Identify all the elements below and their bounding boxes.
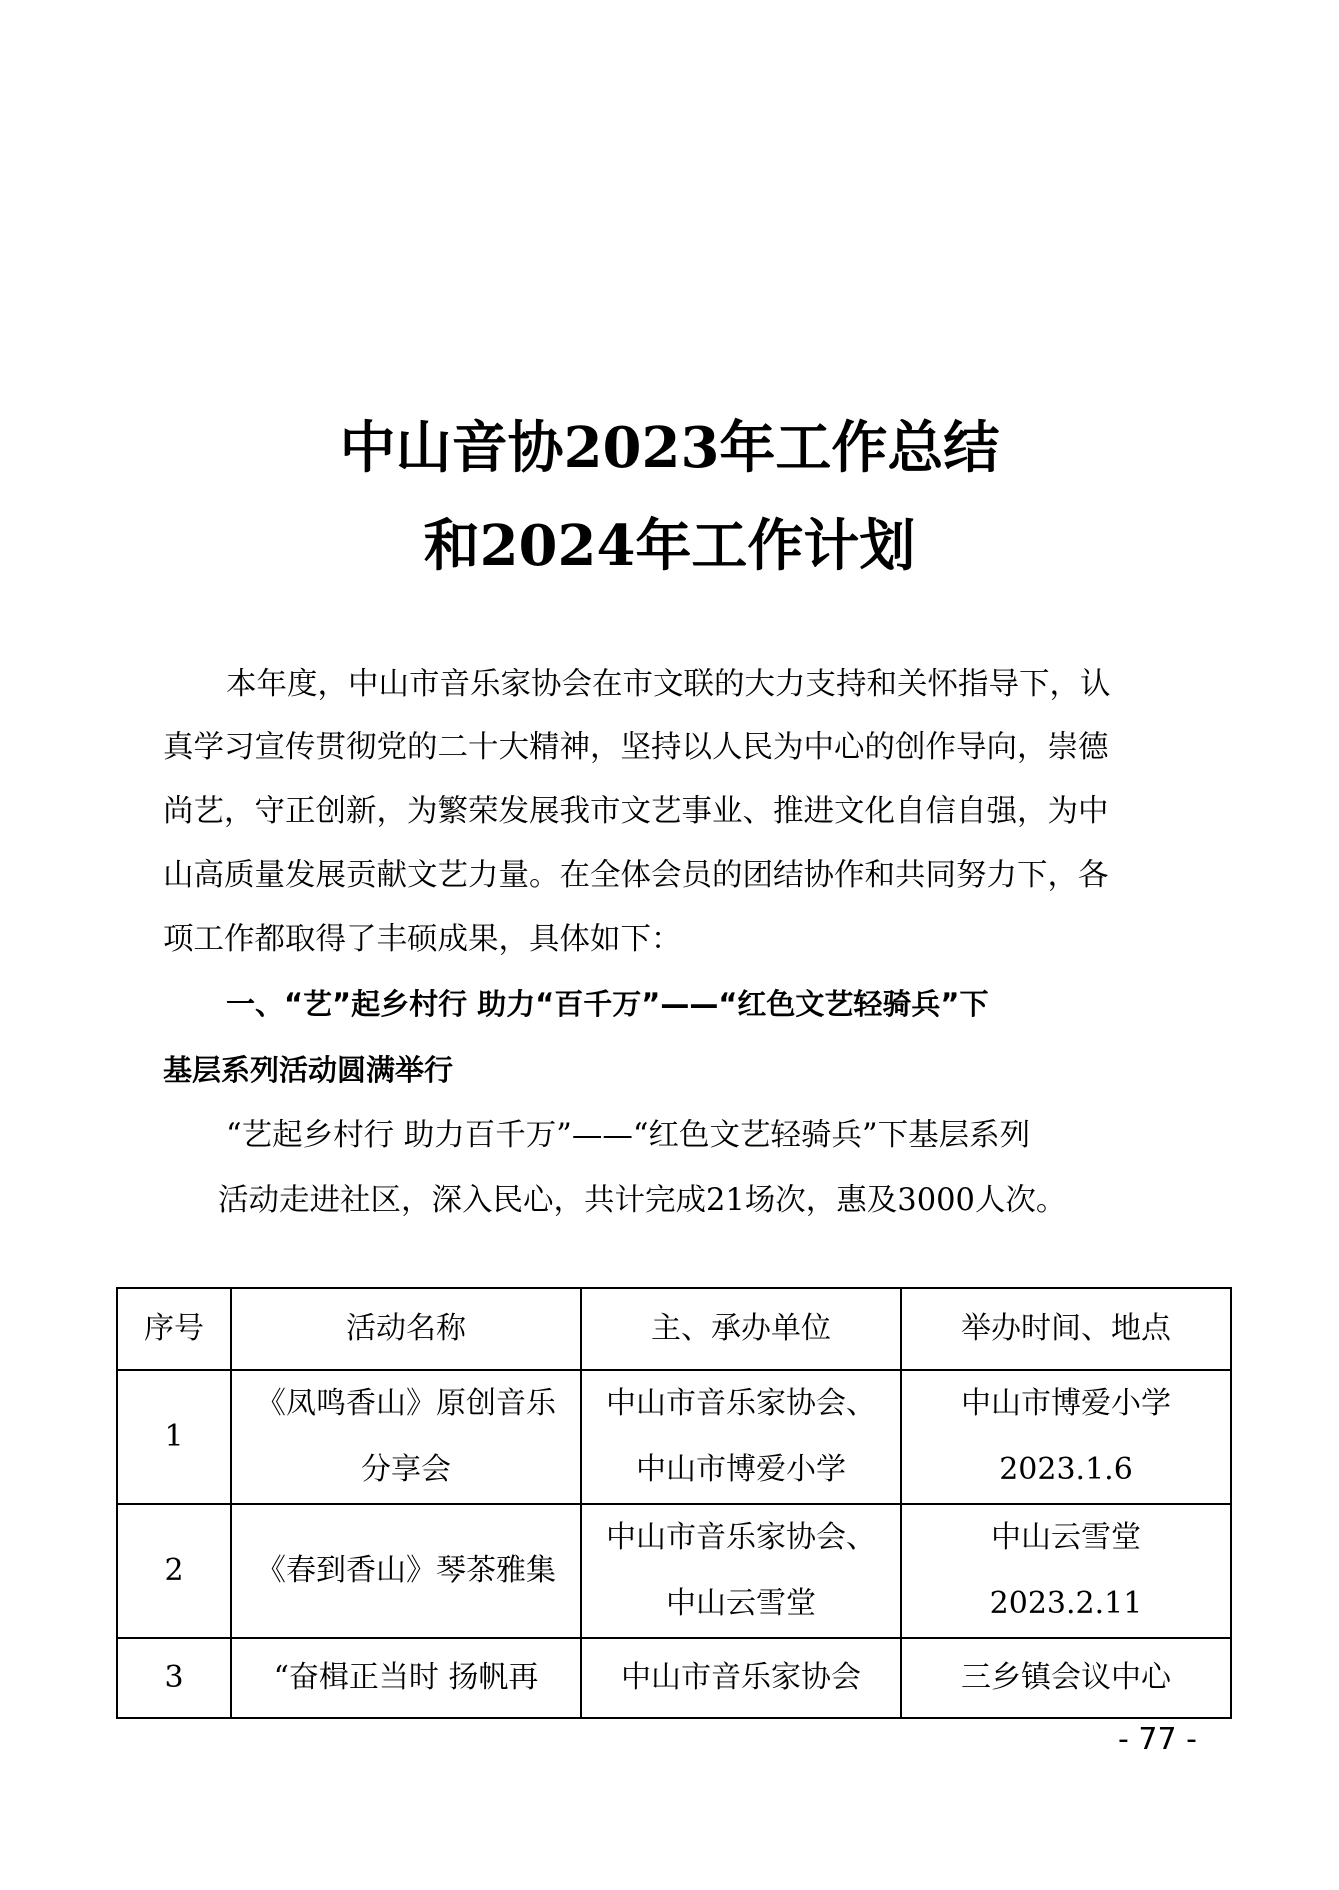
intro-line-4: 山高质量发展贡献文艺力量。在全体会员的团结协作和共同努力下，各 [163, 858, 1109, 893]
section-1-body-line-1: “艺起乡村行 助力百千万”——“红色文艺轻骑兵”下基层系列 [226, 1118, 1031, 1153]
section-1-body-line-2: 活动走进社区，深入民心，共计完成21场次，惠及3000人次。 [218, 1183, 1067, 1218]
table-header-row [117, 1288, 1231, 1370]
table-row [117, 1504, 1231, 1638]
section-1-heading-line-2: 基层系列活动圆满举行 [163, 1053, 454, 1087]
document-title-line-1: 中山音协2023年工作总结 [339, 415, 1000, 481]
cell-line: 中山市音乐家协会、 [606, 1386, 876, 1421]
cell-line: 中山市音乐家协会、 [606, 1520, 876, 1555]
cell-line: 2023.2.11 [989, 1586, 1143, 1621]
section-1-heading-line-1: 一、“艺”起乡村行 助力“百千万”——“红色文艺轻骑兵”下 [226, 987, 989, 1021]
cell-line: 《凤鸣香山》原创音乐 [256, 1386, 556, 1421]
cell-serial-number: 3 [117, 1638, 231, 1718]
intro-line-2: 真学习宣传贯彻党的二十大精神，坚持以人民为中心的创作导向，崇德 [163, 730, 1109, 765]
header-time-place: 举办时间、地点 [901, 1288, 1231, 1370]
header-organizer: 主、承办单位 [581, 1288, 901, 1370]
document-title-line-2: 和2024年工作计划 [423, 513, 916, 579]
cell-line: 中山市音乐家协会 [621, 1660, 861, 1695]
cell-organizer [581, 1370, 901, 1504]
cell-line: 《春到香山》琴茶雅集 [256, 1553, 556, 1588]
header-serial-number: 序号 [117, 1288, 231, 1370]
cell-activity-name [231, 1504, 581, 1638]
cell-serial-number: 2 [117, 1504, 231, 1638]
cell-line: 分享会 [361, 1452, 451, 1487]
cell-line: “奋楫正当时 扬帆再 [273, 1660, 539, 1695]
cell-activity-name [231, 1638, 581, 1718]
cell-line: 中山云雪堂 [991, 1520, 1141, 1555]
page-number: - 77 - [1118, 1722, 1197, 1757]
cell-line: 中山市博爱小学 [961, 1386, 1171, 1421]
cell-organizer [581, 1638, 901, 1718]
cell-organizer [581, 1504, 901, 1638]
activities-table [116, 1287, 1232, 1719]
cell-serial-number: 1 [117, 1370, 231, 1504]
cell-activity-name [231, 1370, 581, 1504]
header-activity-name: 活动名称 [231, 1288, 581, 1370]
cell-line: 三乡镇会议中心 [961, 1660, 1171, 1695]
intro-line-3: 尚艺，守正创新，为繁荣发展我市文艺事业、推进文化自信自强，为中 [163, 794, 1109, 829]
cell-line: 2023.1.6 [999, 1452, 1133, 1487]
table-row [117, 1370, 1231, 1504]
cell-line: 中山市博爱小学 [636, 1452, 846, 1487]
table-row [117, 1638, 1231, 1718]
cell-time-place [901, 1504, 1231, 1638]
cell-time-place [901, 1638, 1231, 1718]
intro-line-1: 本年度，中山市音乐家协会在市文联的大力支持和关怀指导下，认 [226, 667, 1111, 702]
cell-time-place [901, 1370, 1231, 1504]
intro-line-5: 项工作都取得了丰硕成果，具体如下： [163, 922, 682, 957]
cell-line: 中山云雪堂 [666, 1586, 816, 1621]
